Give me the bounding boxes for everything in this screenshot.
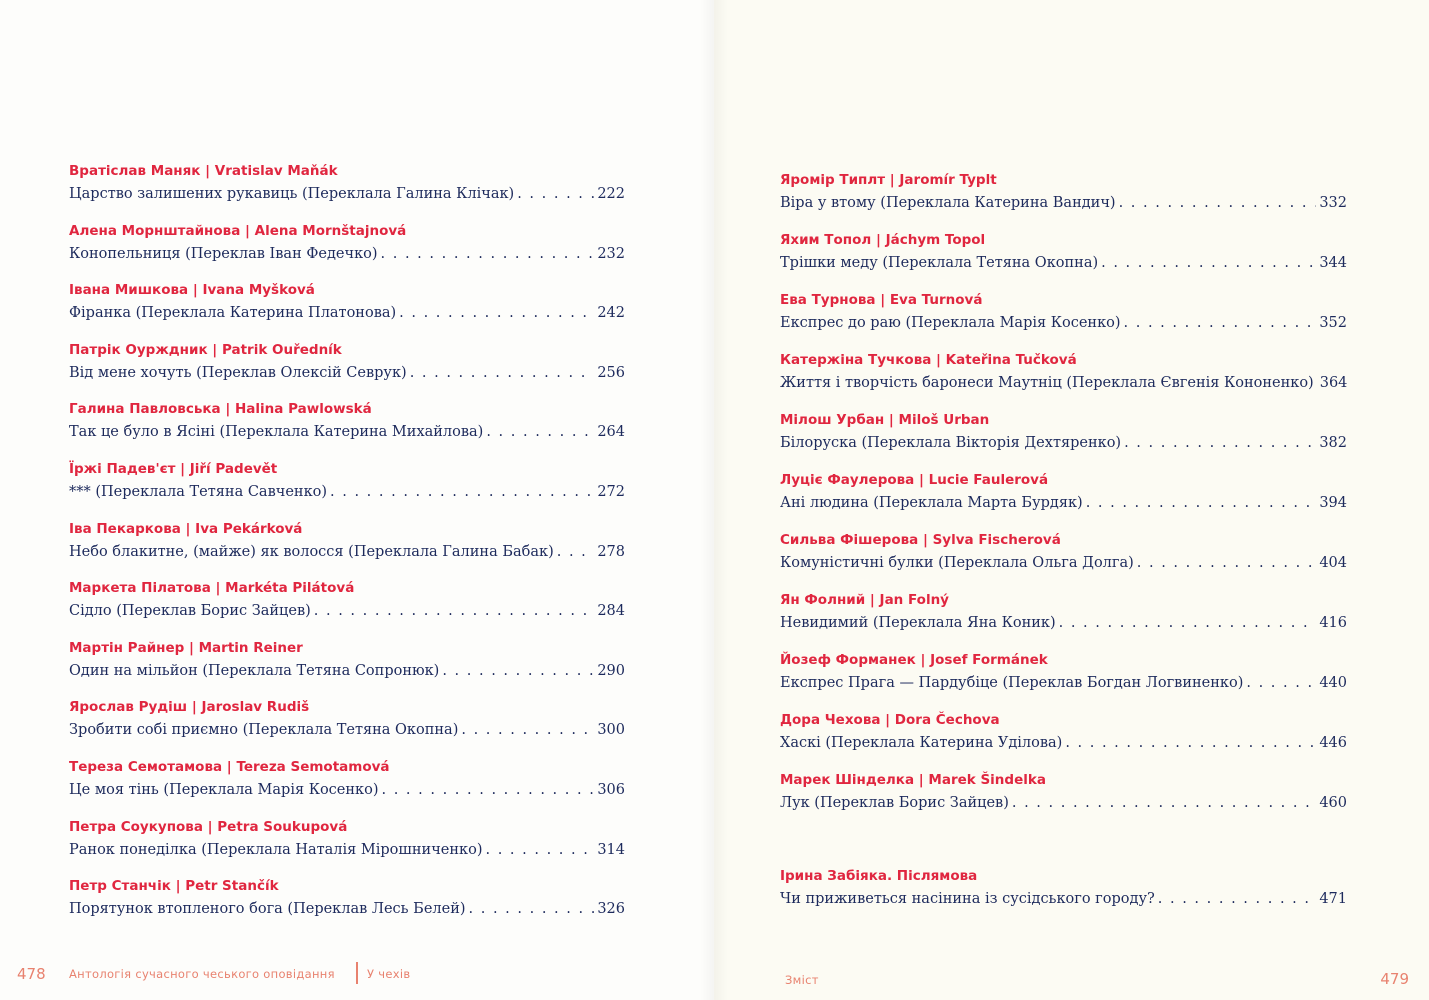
entry-page-number: 416 (1319, 615, 1347, 631)
entry-author: Яхим Топол | Jáchym Topol (780, 232, 986, 248)
dot-leader (1086, 492, 1317, 514)
entry-author: Марек Шінделка | Marek Šindelka (780, 772, 1046, 788)
entry-author: Ірина Забіяка. Післямова (780, 868, 978, 884)
entry-page-number: 264 (597, 424, 625, 441)
dot-leader (1158, 888, 1317, 910)
entry-page-number: 314 (597, 841, 625, 858)
toc-entry[interactable] (780, 770, 1347, 830)
entry-title: Експрес Прага — Пардубіце (Переклав Богдан Логвиненко) (780, 675, 1244, 691)
entry-title: Порятунок втопленого бога (Переклав Лесь Белей) (69, 901, 466, 918)
toc-entry[interactable] (780, 350, 1347, 410)
entry-title: Зробити собі приємно (Переклала Тетяна Окопна) (69, 722, 459, 739)
dot-leader (1059, 612, 1317, 634)
right-page-number: 479 (1380, 970, 1409, 988)
dot-leader (330, 481, 594, 503)
entry-title: Лук (Переклав Борис Зайцев) (780, 795, 1009, 811)
entry-author: Іва Пекаркова | Iva Pekárková (69, 520, 303, 537)
entry-page-number: 222 (597, 186, 625, 202)
toc-entry-afterword[interactable] (780, 866, 1347, 926)
dot-leader (410, 362, 595, 384)
entry-title: Небо блакитне, (майже) як волосся (Переклала Галина Бабак) (69, 543, 554, 560)
entry-page-number: 460 (1319, 795, 1347, 811)
running-footer-section: У чехів (367, 967, 411, 981)
toc-entry[interactable] (69, 280, 625, 340)
dot-leader (517, 183, 594, 205)
entry-page-number: 272 (597, 483, 625, 500)
entry-title: Невидимий (Переклала Яна Коник) (780, 615, 1056, 631)
toc-entry[interactable] (69, 578, 625, 638)
entry-page-number: 242 (597, 305, 625, 322)
entry-title: Білоруска (Переклала Вікторія Дехтяренко) (780, 435, 1122, 451)
entry-page-number: 326 (597, 901, 625, 918)
entry-page-number: 404 (1319, 555, 1347, 571)
entry-author: Мартін Райнер | Martin Reiner (69, 639, 303, 656)
dot-leader (381, 243, 595, 265)
toc-entry[interactable] (780, 230, 1347, 290)
left-page (0, 0, 714, 1000)
running-footer-book-title: Антологія сучасного чеського оповідання (69, 967, 335, 981)
entry-page-number: 352 (1319, 315, 1347, 331)
toc-entry[interactable] (69, 399, 625, 459)
entry-title: Конопельниця (Переклав Іван Федечко) (69, 245, 378, 262)
dot-leader (1124, 432, 1316, 454)
entry-author: Їржі Падев'єт | Jiří Padevět (69, 460, 278, 477)
entry-page-number: 344 (1319, 255, 1347, 271)
dot-leader (469, 898, 595, 920)
entry-title: Чи приживеться насінина із сусідського городу? (780, 891, 1155, 907)
dot-leader (399, 302, 594, 324)
book-gutter-shadow (700, 0, 728, 1000)
toc-entry[interactable] (780, 530, 1347, 590)
entry-page-number: 290 (597, 662, 625, 679)
dot-leader (1246, 672, 1316, 694)
entry-page-number: 440 (1319, 675, 1347, 691)
toc-entry[interactable] (69, 697, 625, 757)
entry-title: Сідло (Переклав Борис Зайцев) (69, 603, 311, 620)
entry-page-number: 364 (1319, 375, 1348, 391)
entry-title: Фіранка (Переклала Катерина Платонова) (69, 305, 397, 322)
dot-leader (486, 421, 594, 443)
entry-author: Яромір Типлт | Jaromír Typlt (780, 172, 997, 188)
entry-author: Патрік Оурждник | Patrik Ouředník (69, 341, 342, 358)
entry-author: Дора Чехова | Dora Čechova (780, 712, 1000, 728)
entry-author: Петр Станчік | Petr Stančík (69, 878, 279, 895)
entry-author: Ян Фолний | Jan Folný (780, 592, 949, 608)
entry-author: Вратіслав Маняк | Vratislav Maňák (69, 163, 338, 179)
entry-title: Віра у втому (Переклала Катерина Вандич) (780, 195, 1116, 211)
entry-author: Луціє Фаулерова | Lucie Faulerová (780, 472, 1049, 488)
toc-entry[interactable] (69, 221, 625, 281)
toc-right (780, 170, 1347, 926)
entry-author: Івана Мишкова | Ivana Myšková (69, 282, 315, 299)
entry-title: Один на мільйон (Переклала Тетяна Сопронюк) (69, 662, 440, 679)
entry-title: Трішки меду (Переклала Тетяна Окопна) (780, 255, 1099, 271)
entry-title: Царство залишених рукавиць (Переклала Галина Клічак) (69, 186, 515, 202)
entry-title: Ані людина (Переклала Марта Бурдяк) (780, 495, 1083, 511)
toc-entry[interactable] (780, 290, 1347, 350)
toc-entry[interactable] (69, 757, 625, 817)
dot-leader (1124, 312, 1317, 334)
entry-author: Галина Павловська | Halina Pawlowská (69, 401, 372, 418)
entry-page-number: 300 (597, 722, 625, 739)
dot-leader (1101, 252, 1316, 274)
entry-title: Ранок понеділка (Переклала Наталія Мірошниченко) (69, 841, 483, 858)
toc-entry[interactable] (780, 410, 1347, 470)
toc-entry[interactable] (69, 638, 625, 698)
entry-author: Мілош Урбан | Miloš Urban (780, 412, 990, 428)
left-page-number: 478 (17, 965, 46, 983)
entry-title: Від мене хочуть (Переклав Олексій Севрук) (69, 364, 407, 381)
dot-leader (1012, 792, 1316, 814)
entry-author: Йозеф Форманек | Josef Formánek (780, 652, 1048, 668)
entry-author: Маркета Пілатова | Markéta Pilátová (69, 580, 355, 597)
dot-leader (557, 541, 595, 563)
entry-title: Це моя тінь (Переклала Марія Косенко) (69, 781, 379, 798)
entry-page-number: 306 (597, 781, 625, 798)
entry-page-number: 471 (1319, 891, 1347, 907)
toc-entry[interactable] (780, 170, 1347, 230)
entry-page-number: 256 (597, 364, 625, 381)
entry-author: Сильва Фішерова | Sylva Fischerová (780, 532, 1061, 548)
toc-entry[interactable] (69, 459, 625, 519)
entry-title: Хаскі (Переклала Катерина Уділова) (780, 735, 1063, 751)
dot-leader (1137, 552, 1317, 574)
entry-page-number: 382 (1319, 435, 1347, 451)
toc-entry[interactable] (780, 590, 1347, 650)
entry-page-number: 278 (597, 543, 625, 560)
toc-entry[interactable] (69, 519, 625, 579)
entry-title: Так це було в Ясіні (Переклала Катерина Михайлова) (69, 424, 484, 441)
toc-left (69, 161, 625, 936)
running-footer-section: Зміст (785, 973, 819, 987)
entry-page-number: 332 (1319, 195, 1347, 211)
entry-page-number: 446 (1319, 735, 1347, 751)
entry-author: Алена Морнштайнова | Alena Mornštajnová (69, 222, 407, 239)
entry-title: Життя і творчість баронеси Маутніц (Переклала Євгенія Кононенко) (780, 375, 1314, 391)
dot-leader (485, 839, 594, 861)
dot-leader (461, 719, 594, 741)
entry-page-number: 394 (1319, 495, 1347, 511)
toc-entry[interactable] (69, 817, 625, 877)
entry-author: Тереза Семотамова | Tereza Semotamová (69, 758, 390, 775)
entry-author: Ярослав Рудіш | Jaroslav Rudiš (69, 699, 310, 716)
entry-title: Експрес до раю (Переклала Марія Косенко) (780, 315, 1121, 331)
dot-leader (314, 600, 595, 622)
toc-entry[interactable] (69, 876, 625, 936)
entry-author: Петра Соукупова | Petra Soukupová (69, 818, 348, 835)
toc-entry[interactable] (780, 650, 1347, 710)
footer-divider (356, 962, 358, 984)
toc-entry[interactable] (69, 340, 625, 400)
dot-leader (1065, 732, 1316, 754)
entry-page-number: 284 (597, 603, 625, 620)
toc-entry[interactable] (780, 710, 1347, 770)
entry-author: Ева Турнова | Eva Turnová (780, 292, 983, 308)
toc-entry[interactable] (69, 161, 625, 221)
dot-leader (382, 779, 595, 801)
entry-author: Катержіна Тучкова | Kateřina Tučková (780, 352, 1077, 368)
entry-title: Комуністичні булки (Переклала Ольга Долга) (780, 555, 1134, 571)
dot-leader (1119, 192, 1317, 214)
dot-leader (442, 660, 594, 682)
toc-entry[interactable] (780, 470, 1347, 530)
entry-page-number: 232 (597, 245, 625, 262)
entry-title: *** (Переклала Тетяна Савченко) (69, 483, 328, 500)
right-page (714, 0, 1429, 1000)
